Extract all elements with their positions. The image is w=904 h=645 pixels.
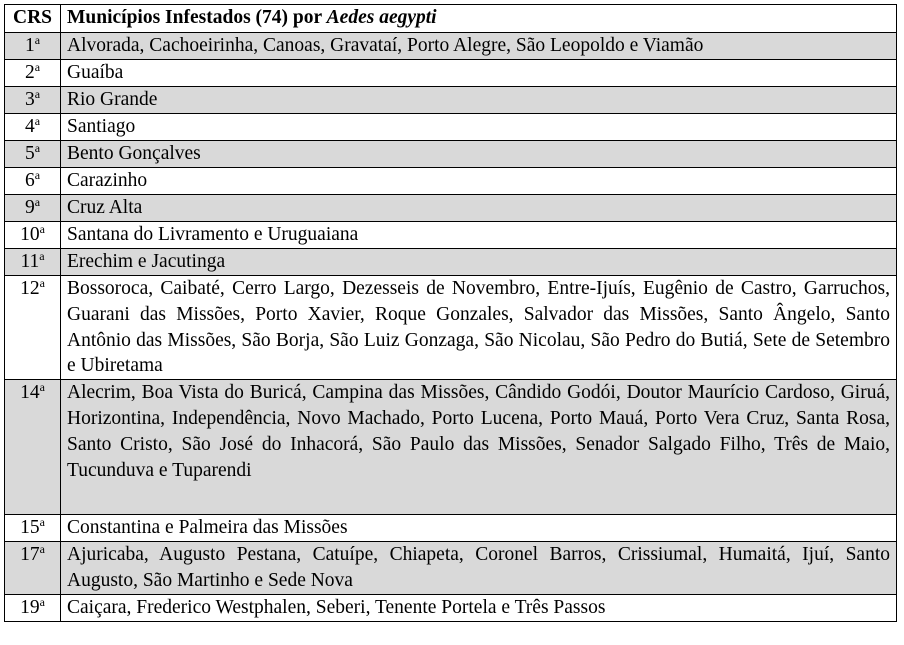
- crs-cell: [5, 380, 61, 515]
- municipios-cell: Santana do Livramento e Uruguaiana: [61, 222, 897, 249]
- table-row: [5, 276, 897, 380]
- ordinal-mark: a: [34, 195, 41, 209]
- crs-column-header: CRS: [5, 5, 61, 33]
- ordinal-mark: a: [34, 60, 41, 74]
- municipios-cell: Erechim e Jacutinga: [61, 249, 897, 276]
- crs-number: 4: [24, 116, 35, 137]
- crs-number: 2: [24, 62, 35, 83]
- table-row: [5, 87, 897, 114]
- crs-number: 11: [20, 251, 40, 272]
- ordinal-mark: a: [39, 515, 45, 530]
- crs-cell: [5, 195, 61, 222]
- table-header-row: [5, 5, 897, 33]
- ordinal-mark: a: [39, 380, 45, 395]
- municipios-cell: Bento Gonçalves: [61, 141, 897, 168]
- crs-number: 1: [24, 35, 35, 56]
- ordinal-mark: a: [39, 541, 45, 556]
- table-row: [5, 594, 897, 621]
- crs-cell: [5, 141, 61, 168]
- crs-number: 15: [20, 517, 40, 539]
- municipios-cell: Santiago: [61, 114, 897, 141]
- municipios-cell: Carazinho: [61, 168, 897, 195]
- municipios-cell: Cruz Alta: [61, 195, 897, 222]
- municipios-cell: Rio Grande: [61, 87, 897, 114]
- table-row: [5, 33, 897, 60]
- municipios-cell: Ajuricaba, Augusto Pestana, Catuípe, Chiapeta, Coronel Barros, Crissiumal, Humaitá, Ijuí, Santo Augusto, São Martinho e Sede Nova: [61, 541, 897, 594]
- table-row: [5, 541, 897, 594]
- table-row: [5, 168, 897, 195]
- municipios-cell: Bossoroca, Caibaté, Cerro Largo, Dezesseis de Novembro, Entre-Ijuís, Eugênio de Castro, Garruchos, Guarani das Missões, Porto Xavier, Roque Gonzales, Salvador das Missões, Santo Ângelo, Santo Antônio das Missões, São Borja, São Luiz Gonzaga, São Nicolau, São Pedro do Butiá, Sete de Setembro e Ubiretama: [61, 276, 897, 380]
- municipios-cell: Alvorada, Cachoeirinha, Canoas, Gravataí, Porto Alegre, São Leopoldo e Viamão: [61, 33, 897, 60]
- municipios-cell: Alecrim, Boa Vista do Buricá, Campina das Missões, Cândido Godói, Doutor Maurício Cardoso, Giruá, Horizontina, Independência, Novo Machado, Porto Lucena, Porto Mauá, Porto Vera Cruz, Santa Rosa, Santo Cristo, São José do Inhacorá, São Paulo das Missões, Senador Salgado Filho, Três de Maio, Tucunduva e Tuparendi: [61, 380, 897, 515]
- table-row: [5, 249, 897, 276]
- table-row: [5, 515, 897, 542]
- crs-cell: [5, 249, 61, 276]
- table-row: [5, 141, 897, 168]
- table-row: [5, 60, 897, 87]
- table-row: [5, 222, 897, 249]
- municipios-header-text: Municípios Infestados (74) por: [67, 7, 327, 28]
- crs-cell: [5, 60, 61, 87]
- crs-cell: [5, 114, 61, 141]
- crs-number: 6: [24, 170, 35, 191]
- municipios-cell: Caiçara, Frederico Westphalen, Seberi, Tenente Portela e Três Passos: [61, 594, 897, 621]
- crs-cell: [5, 594, 61, 621]
- crs-number: 12: [20, 278, 40, 299]
- crs-number: 3: [24, 89, 35, 110]
- crs-number: 10: [20, 224, 40, 245]
- ordinal-mark: a: [39, 276, 45, 290]
- crs-cell: [5, 87, 61, 114]
- municipios-column-header: [61, 5, 897, 33]
- crs-number: 17: [20, 543, 40, 565]
- infested-municipalities-table: [4, 4, 897, 622]
- ordinal-mark: a: [34, 87, 41, 101]
- ordinal-mark: a: [39, 249, 45, 263]
- crs-number: 19: [20, 596, 40, 618]
- ordinal-mark: a: [39, 222, 45, 236]
- crs-cell: [5, 276, 61, 380]
- crs-cell: [5, 168, 61, 195]
- crs-cell: [5, 222, 61, 249]
- ordinal-mark: a: [34, 141, 41, 155]
- ordinal-mark: a: [39, 594, 45, 609]
- ordinal-mark: a: [34, 114, 41, 128]
- species-name: Aedes aegypti: [326, 7, 437, 28]
- crs-cell: [5, 33, 61, 60]
- crs-number: 5: [24, 143, 35, 164]
- municipios-cell: Guaíba: [61, 60, 897, 87]
- crs-cell: [5, 541, 61, 594]
- crs-number: 14: [20, 382, 40, 404]
- ordinal-mark: a: [34, 168, 41, 182]
- crs-number: 9: [24, 197, 35, 218]
- table-row: [5, 195, 897, 222]
- crs-cell: [5, 515, 61, 542]
- table-row: [5, 114, 897, 141]
- table-row: [5, 380, 897, 515]
- municipios-cell: Constantina e Palmeira das Missões: [61, 515, 897, 542]
- ordinal-mark: a: [34, 33, 41, 47]
